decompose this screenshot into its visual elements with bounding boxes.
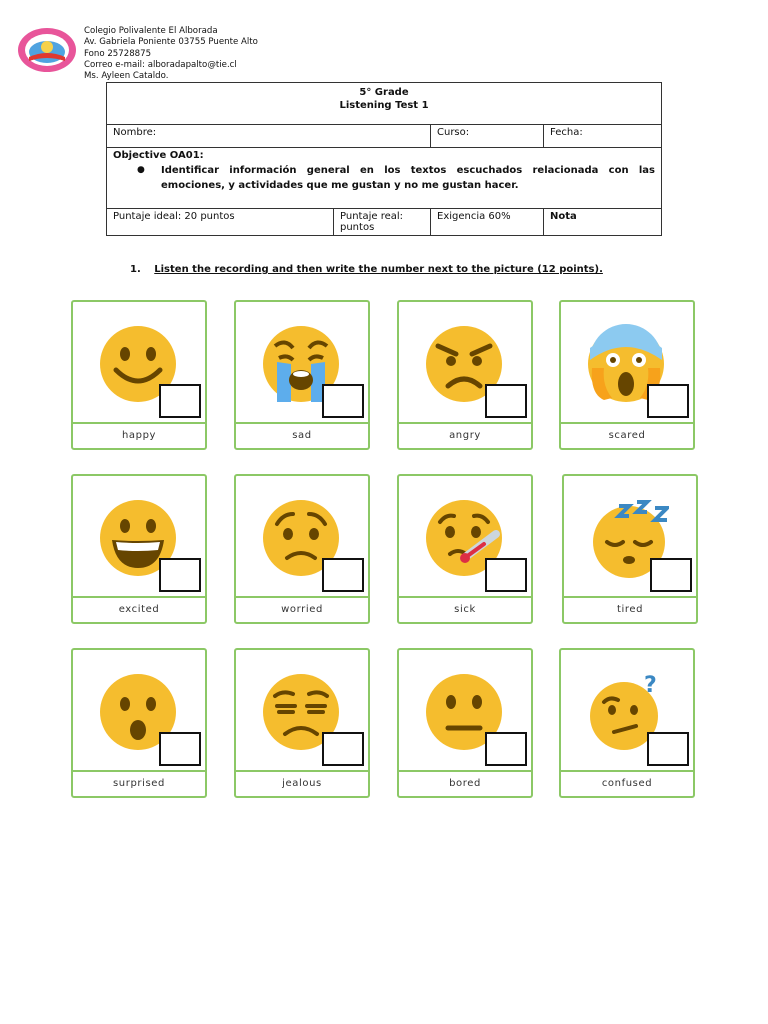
school-email: Correo e-mail: alboradapalto@tie.cl (84, 59, 237, 70)
emotion-card-tired (562, 474, 698, 624)
answer-box[interactable] (322, 732, 364, 766)
school-name: Colegio Polivalente El Alborada (84, 26, 218, 36)
card-label: worried (236, 596, 368, 622)
card-label: sad (236, 422, 368, 448)
emotion-card-sick (397, 474, 533, 624)
emotion-card-scared (559, 300, 695, 450)
emotion-card-surprised (71, 648, 207, 798)
card-label: happy (73, 422, 205, 448)
card-label: bored (399, 770, 531, 796)
title-cell (107, 83, 662, 125)
answer-box[interactable] (485, 384, 527, 418)
instruction-number: 1. (130, 264, 141, 275)
answer-box[interactable] (159, 558, 201, 592)
answer-box[interactable] (485, 558, 527, 592)
nombre-field[interactable]: Nombre: (107, 125, 431, 148)
test-header-table (106, 82, 662, 236)
puntaje-real[interactable]: Puntaje real: puntos (334, 209, 431, 236)
bullet-icon: ● (137, 165, 145, 175)
instruction (130, 264, 603, 275)
emotion-card-jealous (234, 648, 370, 798)
emotion-card-happy (71, 300, 207, 450)
school-info (84, 26, 258, 82)
card-label: confused (561, 770, 693, 796)
emotion-card-angry (397, 300, 533, 450)
puntaje-ideal: Puntaje ideal: 20 puntos (107, 209, 334, 236)
objective-cell (107, 148, 662, 209)
card-label: scared (561, 422, 693, 448)
school-phone: Fono 25728875 (84, 48, 152, 59)
answer-box[interactable] (647, 732, 689, 766)
answer-box[interactable] (650, 558, 692, 592)
answer-box[interactable] (647, 384, 689, 418)
card-label: jealous (236, 770, 368, 796)
emotion-card-worried (234, 474, 370, 624)
svg-text:?: ? (644, 673, 657, 698)
card-label: excited (73, 596, 205, 622)
curso-field[interactable]: Curso: (431, 125, 544, 148)
school-logo (17, 27, 77, 73)
nota-field[interactable]: Nota (544, 209, 662, 236)
grade-title: 5° Grade (359, 87, 409, 98)
fecha-field[interactable]: Fecha: (544, 125, 662, 148)
school-address: Av. Gabriela Poniente 03755 Puente Alto (84, 37, 258, 48)
card-label: tired (564, 596, 696, 622)
card-label: angry (399, 422, 531, 448)
answer-box[interactable] (322, 558, 364, 592)
answer-box[interactable] (159, 732, 201, 766)
answer-box[interactable] (485, 732, 527, 766)
card-label: surprised (73, 770, 205, 796)
emotion-card-sad (234, 300, 370, 450)
test-title: Listening Test 1 (339, 100, 429, 111)
instruction-text: Listen the recording and then write the number next to the picture (12 points). (154, 264, 603, 275)
objective-text: Identificar información general en los textos escuchados relacionada con las emociones, y actividades que me gustan y no me gustan hacer. (161, 165, 655, 191)
exigencia: Exigencia 60% (431, 209, 544, 236)
emotion-card-excited (71, 474, 207, 624)
card-label: sick (399, 596, 531, 622)
objective-title: Objective OA01: (113, 150, 204, 161)
emotion-card-confused (559, 648, 695, 798)
emotion-card-bored (397, 648, 533, 798)
answer-box[interactable] (322, 384, 364, 418)
answer-box[interactable] (159, 384, 201, 418)
teacher-name: Ms. Ayleen Cataldo. (84, 71, 169, 82)
